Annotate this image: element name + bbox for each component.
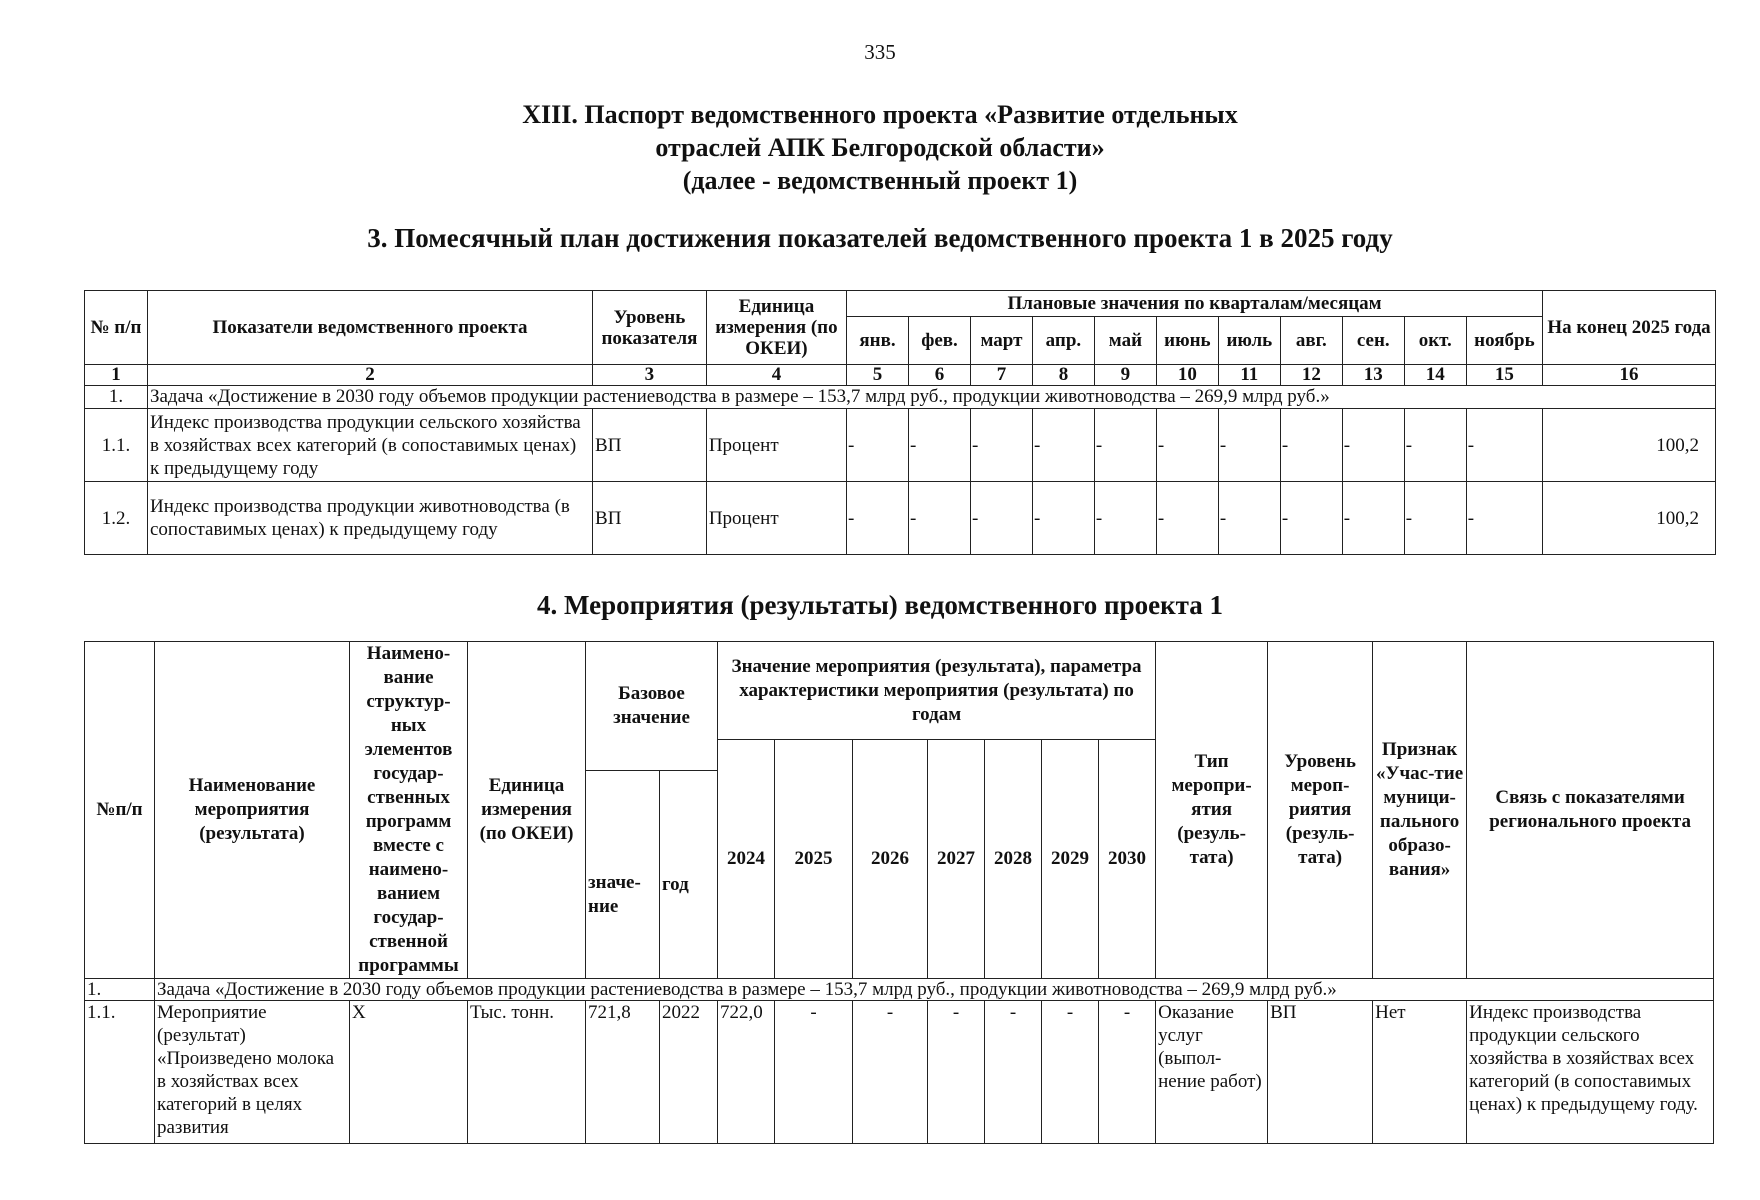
header-end-of-year: На конец 2025 года bbox=[1543, 291, 1716, 365]
year-header: 2024 bbox=[718, 740, 775, 979]
month-value: - bbox=[1404, 482, 1466, 555]
year-value: - bbox=[985, 1001, 1042, 1144]
structural-element: Х bbox=[350, 1001, 468, 1144]
month-value: - bbox=[1466, 409, 1542, 482]
column-number: 6 bbox=[909, 365, 971, 386]
activities-table bbox=[84, 641, 1714, 1144]
column-number: 5 bbox=[847, 365, 909, 386]
activity-level: ВП bbox=[1268, 1001, 1373, 1144]
header-unit: Единица измерения (по ОКЕИ) bbox=[706, 291, 846, 365]
header-values-by-year: Значение мероприятия (результата), параметра характеристики мероприятия (результата) по годам bbox=[718, 642, 1156, 740]
month-header: янв. bbox=[847, 317, 909, 365]
indicator-level: ВП bbox=[593, 409, 707, 482]
row-number: 1.2. bbox=[85, 482, 148, 555]
section-3-heading: 3. Помесячный план достижения показателей ведомственного проекта 1 в 2025 году bbox=[367, 223, 1393, 253]
month-header: март bbox=[970, 317, 1032, 365]
title-line-3: (далее - ведомственный проект 1) bbox=[682, 166, 1078, 195]
year-value: - bbox=[928, 1001, 985, 1144]
monthly-plan-table bbox=[84, 290, 1716, 555]
month-value: - bbox=[970, 482, 1032, 555]
section-4-heading: 4. Мероприятия (результаты) ведомственного проекта 1 bbox=[537, 590, 1223, 620]
indicator-level: ВП bbox=[593, 482, 707, 555]
base-year: 2022 bbox=[660, 1001, 718, 1144]
month-header: июнь bbox=[1156, 317, 1218, 365]
year-value: - bbox=[1042, 1001, 1099, 1144]
month-value: - bbox=[1032, 409, 1094, 482]
column-number: 14 bbox=[1404, 365, 1466, 386]
month-header: июль bbox=[1218, 317, 1280, 365]
month-value: - bbox=[1280, 482, 1342, 555]
year-header: 2026 bbox=[853, 740, 928, 979]
task-number: 1. bbox=[85, 386, 148, 409]
column-number: 1 bbox=[85, 365, 148, 386]
year-header: 2027 bbox=[928, 740, 985, 979]
month-value: - bbox=[1466, 482, 1542, 555]
month-value: - bbox=[847, 482, 909, 555]
column-number: 10 bbox=[1156, 365, 1218, 386]
month-header: авг. bbox=[1280, 317, 1342, 365]
month-header: ноябрь bbox=[1466, 317, 1542, 365]
task-text: Задача «Достижение в 2030 году объемов продукции растениеводства в размере – 153,7 млрд руб., продукции животноводства – 269,9 млрд руб.» bbox=[147, 386, 1715, 409]
row-number: 1.1. bbox=[85, 1001, 155, 1144]
column-number: 4 bbox=[706, 365, 846, 386]
year-value: - bbox=[775, 1001, 853, 1144]
column-number: 11 bbox=[1218, 365, 1280, 386]
header-structural-elements: Наимено-вание структур-ных элементов государ-ственных программ вместе с наимено-ванием государ-ственной программы bbox=[350, 642, 468, 979]
year-header: 2028 bbox=[985, 740, 1042, 979]
title-line-1: XIII. Паспорт ведомственного проекта «Развитие отдельных bbox=[522, 100, 1238, 129]
indicator-unit: Процент bbox=[706, 409, 846, 482]
indicator-name: Индекс производства продукции животноводства (в сопоставимых ценах) к предыдущему году bbox=[147, 482, 592, 555]
column-number: 9 bbox=[1094, 365, 1156, 386]
header-indicators: Показатели ведомственного проекта bbox=[147, 291, 592, 365]
year-header: 2025 bbox=[775, 740, 853, 979]
header-unit: Единица измерения (по ОКЕИ) bbox=[468, 642, 586, 979]
year-value: 722,0 bbox=[718, 1001, 775, 1144]
header-level: Уровень мероп-риятия (резуль-тата) bbox=[1268, 642, 1373, 979]
municipal-participation: Нет bbox=[1373, 1001, 1467, 1144]
month-value: - bbox=[1342, 482, 1404, 555]
year-value: - bbox=[853, 1001, 928, 1144]
column-number: 13 bbox=[1342, 365, 1404, 386]
month-header: фев. bbox=[909, 317, 971, 365]
month-value: - bbox=[1094, 409, 1156, 482]
column-number: 12 bbox=[1280, 365, 1342, 386]
activity-type: Оказание услуг (выпол-нение работ) bbox=[1156, 1001, 1268, 1144]
header-base-value: Базовое значение bbox=[586, 642, 718, 771]
table-row bbox=[85, 409, 1716, 482]
header-link: Связь с показателями регионального проекта bbox=[1467, 642, 1714, 979]
month-value: - bbox=[970, 409, 1032, 482]
month-value: - bbox=[909, 482, 971, 555]
month-value: - bbox=[1218, 482, 1280, 555]
base-value: 721,8 bbox=[586, 1001, 660, 1144]
month-value: - bbox=[1156, 409, 1218, 482]
month-value: - bbox=[1032, 482, 1094, 555]
header-level: Уровень показателя bbox=[593, 291, 707, 365]
header-planned-values: Плановые значения по кварталам/месяцам bbox=[847, 291, 1543, 317]
header-num: № п/п bbox=[85, 291, 148, 365]
column-number: 3 bbox=[593, 365, 707, 386]
column-number: 2 bbox=[147, 365, 592, 386]
header-municipal: Признак «Учас-тие муници-пального образо-вания» bbox=[1373, 642, 1467, 979]
column-number: 15 bbox=[1466, 365, 1542, 386]
indicator-name: Индекс производства продукции сельского хозяйства в хозяйствах всех категорий (в сопоставимых ценах) к предыдущему году bbox=[147, 409, 592, 482]
header-base-value-amount: значе-ние bbox=[586, 771, 660, 979]
header-activity-name: Наименование мероприятия (результата) bbox=[155, 642, 350, 979]
document-title bbox=[0, 98, 1760, 197]
month-header: май bbox=[1094, 317, 1156, 365]
end-of-year-value: 100,2 bbox=[1543, 409, 1716, 482]
task-number: 1. bbox=[85, 979, 155, 1001]
month-value: - bbox=[1404, 409, 1466, 482]
year-header: 2030 bbox=[1099, 740, 1156, 979]
end-of-year-value: 100,2 bbox=[1543, 482, 1716, 555]
month-value: - bbox=[1094, 482, 1156, 555]
table-row bbox=[85, 482, 1716, 555]
month-header: апр. bbox=[1032, 317, 1094, 365]
month-value: - bbox=[1218, 409, 1280, 482]
year-value: - bbox=[1099, 1001, 1156, 1144]
month-value: - bbox=[1156, 482, 1218, 555]
table-row bbox=[85, 1001, 1714, 1144]
header-type: Тип меропри-ятия (резуль-тата) bbox=[1156, 642, 1268, 979]
linked-indicator: Индекс производства продукции сельского хозяйства в хозяйствах всех категорий (в сопоставимых ценах) к предыдущему году. bbox=[1467, 1001, 1714, 1144]
month-header: сен. bbox=[1342, 317, 1404, 365]
month-value: - bbox=[847, 409, 909, 482]
indicator-unit: Процент bbox=[706, 482, 846, 555]
column-number: 8 bbox=[1032, 365, 1094, 386]
activity-unit: Тыс. тонн. bbox=[468, 1001, 586, 1144]
title-line-2: отраслей АПК Белгородской области» bbox=[655, 133, 1105, 162]
month-value: - bbox=[909, 409, 971, 482]
month-value: - bbox=[1280, 409, 1342, 482]
header-base-year: год bbox=[660, 771, 718, 979]
activity-name: Мероприятие (результат) «Произведено молока в хозяйствах всех категорий в целях развития bbox=[155, 1001, 350, 1144]
column-number: 7 bbox=[970, 365, 1032, 386]
page-number: 335 bbox=[864, 40, 896, 64]
column-number: 16 bbox=[1543, 365, 1716, 386]
month-header: окт. bbox=[1404, 317, 1466, 365]
header-num: №п/п bbox=[85, 642, 155, 979]
month-value: - bbox=[1342, 409, 1404, 482]
row-number: 1.1. bbox=[85, 409, 148, 482]
task-text: Задача «Достижение в 2030 году объемов продукции растениеводства в размере – 153,7 млрд руб., продукции животноводства – 269,9 млрд руб.» bbox=[155, 979, 1714, 1001]
year-header: 2029 bbox=[1042, 740, 1099, 979]
